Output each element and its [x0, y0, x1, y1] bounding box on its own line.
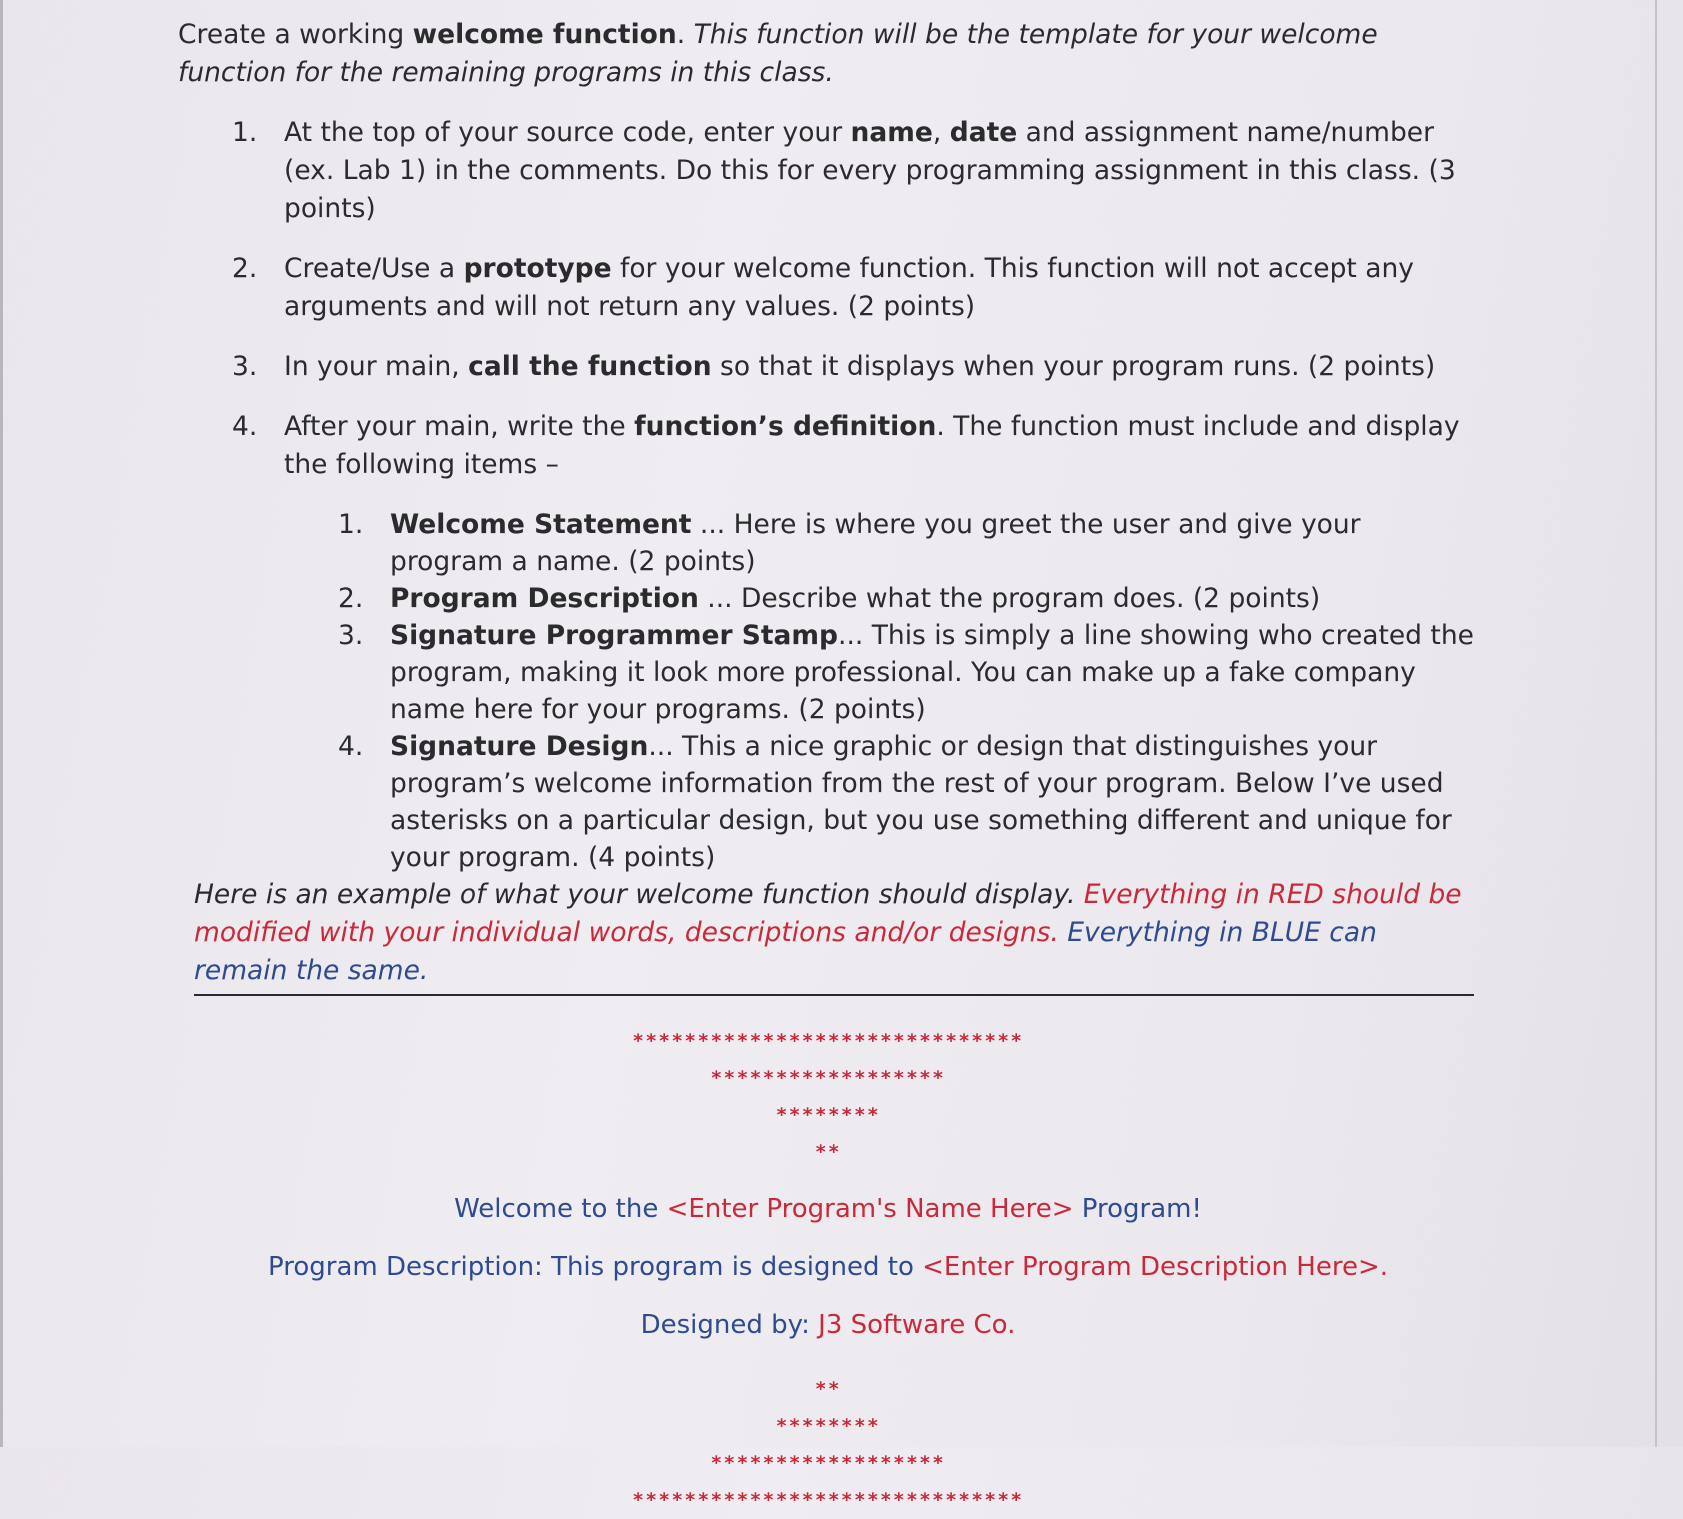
example-note-black: Here is an example of what your welcome function should display. [194, 879, 1084, 910]
designed-by-line [178, 1305, 1478, 1345]
document-page [178, 16, 1478, 1519]
example-note-blue: Everything in BLUE can remain the same. [194, 917, 1377, 986]
sub-item-text: ... Describe what the program does. (2 points) [698, 583, 1321, 614]
sub-item-text: ... This is simply a line showing who created the program, making it look more professional. You can make up a fake company name here for your programs. (2 points) [390, 620, 1474, 725]
steps-list [178, 114, 1478, 484]
step-bold: name [850, 117, 933, 148]
step-text: , [932, 117, 950, 148]
sub-item [178, 506, 1478, 580]
intro-bold: welcome function [412, 19, 677, 50]
step-number: 1. [232, 117, 258, 148]
sub-item-bold: Program Description [390, 583, 699, 614]
sub-item-bold: Welcome Statement [390, 509, 692, 540]
sub-item [178, 580, 1478, 617]
stars-row: ****************** [710, 1451, 946, 1474]
stars-row: ****************************** [632, 1488, 1024, 1511]
sub-item-number: 1. [338, 509, 364, 540]
step-number: 3. [232, 351, 258, 382]
step-text: for your welcome function. This function will not accept any arguments and will not return any values. (2 points) [284, 253, 1414, 322]
step-item [178, 408, 1478, 484]
sub-item-number: 2. [338, 583, 364, 614]
sub-item-bold: Signature Programmer Stamp [390, 620, 839, 651]
sub-item [178, 728, 1478, 876]
step-number: 4. [232, 411, 258, 442]
step-text: so that it displays when your program runs. (2 points) [711, 351, 1436, 382]
designed-by-red: J3 Software Co. [818, 1309, 1016, 1340]
welcome-blue-2: Program! [1073, 1193, 1202, 1224]
spacer [178, 1363, 1478, 1371]
stars-row: ****************************** [632, 1029, 1024, 1052]
sub-item [178, 617, 1478, 728]
step-text: In your main, [284, 351, 469, 382]
step-text: After your main, write the [284, 411, 635, 442]
sub-item-number: 4. [338, 731, 364, 762]
items-list [178, 506, 1478, 876]
designed-by-blue: Designed by: [640, 1309, 819, 1340]
stars-row: ****************** [710, 1066, 946, 1089]
welcome-line [178, 1189, 1478, 1229]
sub-item-text: ... Here is where you greet the user and give your program a name. (2 points) [390, 509, 1361, 577]
step-bold: call the function [468, 351, 712, 382]
step-number: 2. [232, 253, 258, 284]
step-bold: prototype [463, 253, 612, 284]
example-note [194, 876, 1474, 996]
welcome-red: <Enter Program's Name Here> [666, 1193, 1074, 1224]
example-note-red: Everything in RED should be modified with your individual words, descriptions and/or designs. [194, 879, 1462, 948]
step-text: . The function must include and display the following items – [284, 411, 1460, 480]
sub-item-bold: Signature Design [390, 731, 649, 762]
step-bold: function’s definition [634, 411, 937, 442]
sample-output [178, 1023, 1478, 1519]
description-red: <Enter Program Description Here>. [922, 1251, 1388, 1282]
step-text: At the top of your source code, enter your [284, 117, 851, 148]
page-edge-left [0, 0, 3, 1447]
intro-italic: This function will be the template for your welcome function for the remaining programs in this class. [178, 19, 1378, 88]
sub-item-number: 3. [338, 620, 364, 651]
step-bold: date [949, 117, 1018, 148]
step-text: and assignment name/number (ex. Lab 1) in the comments. Do this for every programming assignment in this class. (3 points) [284, 117, 1456, 224]
sub-item-text: ... This a nice graphic or design that distinguishes your program’s welcome information from the rest of your program. Below I’ve used asterisks on a particular design, but you use something different and unique for your program. (4 points) [390, 731, 1452, 873]
description-blue: Program Description: This program is designed to [268, 1251, 923, 1282]
intro-prefix: Create a working [178, 19, 413, 50]
stars-row: ** [814, 1377, 842, 1400]
step-item [178, 348, 1478, 386]
stars-row: ** [814, 1140, 842, 1163]
step-item [178, 114, 1478, 228]
welcome-blue-1: Welcome to the [454, 1193, 667, 1224]
description-line [178, 1247, 1478, 1287]
stars-row: ******** [775, 1103, 881, 1126]
intro-period: . [676, 19, 694, 50]
page-edge-right [1655, 0, 1657, 1447]
step-item [178, 250, 1478, 326]
stars-row: ******** [775, 1414, 881, 1437]
step-text: Create/Use a [284, 253, 464, 284]
intro-paragraph [178, 16, 1478, 92]
